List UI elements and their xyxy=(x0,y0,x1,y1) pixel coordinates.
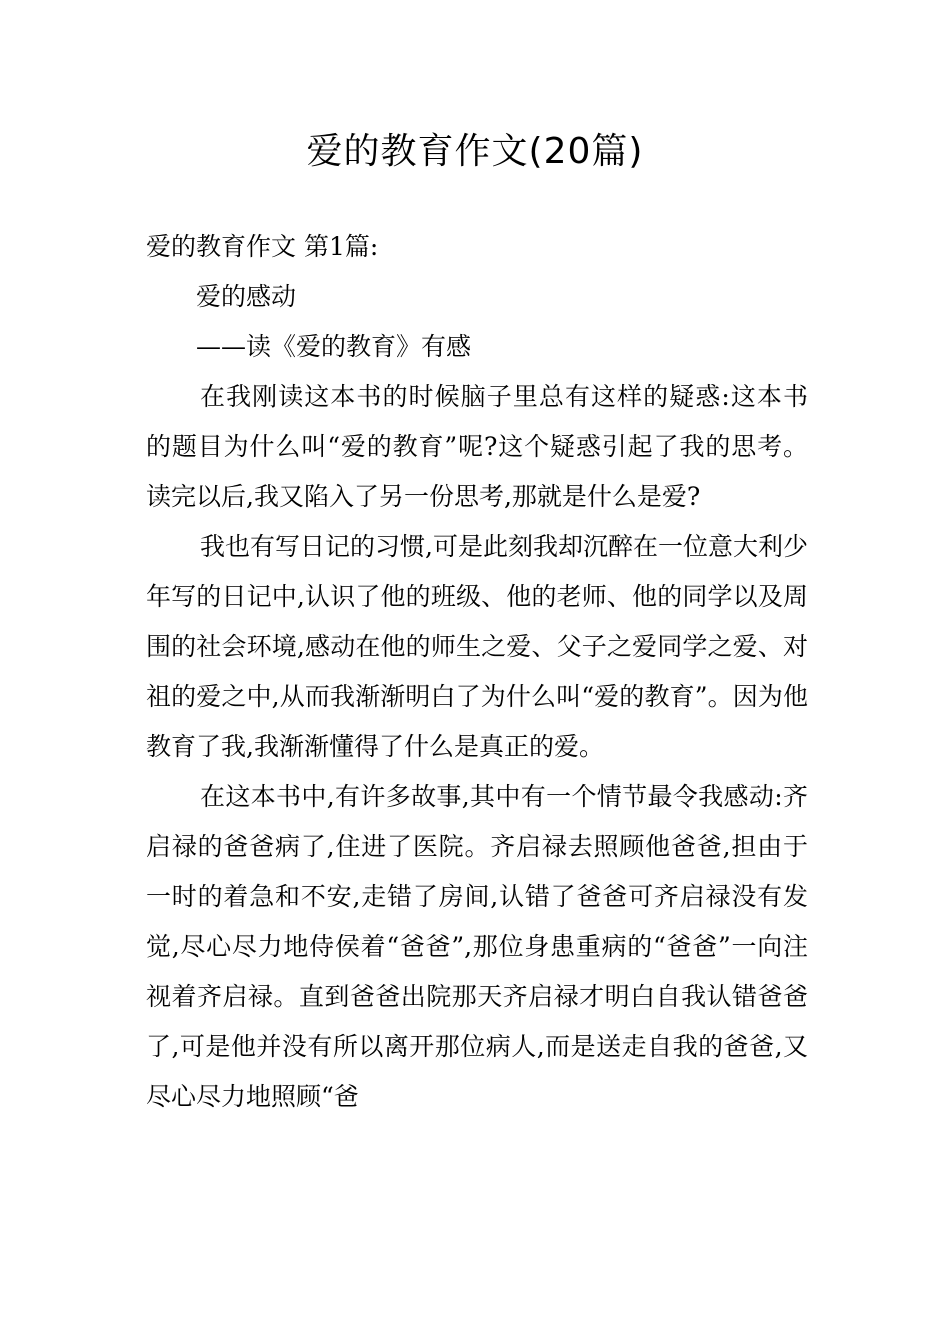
document-title: 爱的教育作文(20篇) xyxy=(306,131,644,172)
paragraph-3: 在这本书中,有许多故事,其中有一个情节最令我感动:齐启禄的爸爸病了,住进了医院。齐启禄去照顾他爸爸,担由于一时的着急和不安,走错了房间,认错了爸爸可齐启禄没有发觉,尽心尽力地侍侯着“爸爸”,那位身患重病的“爸爸”一向注视着齐启禄。直到爸爸出院那天齐启禄才明白自我认错爸爸了,可是他并没有所以离开那位病人,而是送走自我的爸爸,又尽心尽力地照顾“爸 xyxy=(146,782,808,1111)
document-body xyxy=(146,222,808,1122)
paragraph-1: 在我刚读这本书的时候脑子里总有这样的疑惑:这本书的题目为什么叫“爱的教育”呢?这个疑惑引起了我的思考。读完以后,我又陷入了另一份思考,那就是什么是爱? xyxy=(146,382,808,511)
essay-subtitle: ——读《爱的教育》有感 xyxy=(196,332,472,361)
section-heading: 爱的教育作文 第1篇: xyxy=(146,232,379,261)
essay-title: 爱的感动 xyxy=(196,282,297,311)
paragraph-2: 我也有写日记的习惯,可是此刻我却沉醉在一位意大利少年写的日记中,认识了他的班级、他的老师、他的同学以及周围的社会环境,感动在他的师生之爱、父子之爱同学之爱、对祖的爱之中,从而我渐渐明白了为什么叫“爱的教育”。因为他教育了我,我渐渐懂得了什么是真正的爱。 xyxy=(146,532,808,761)
